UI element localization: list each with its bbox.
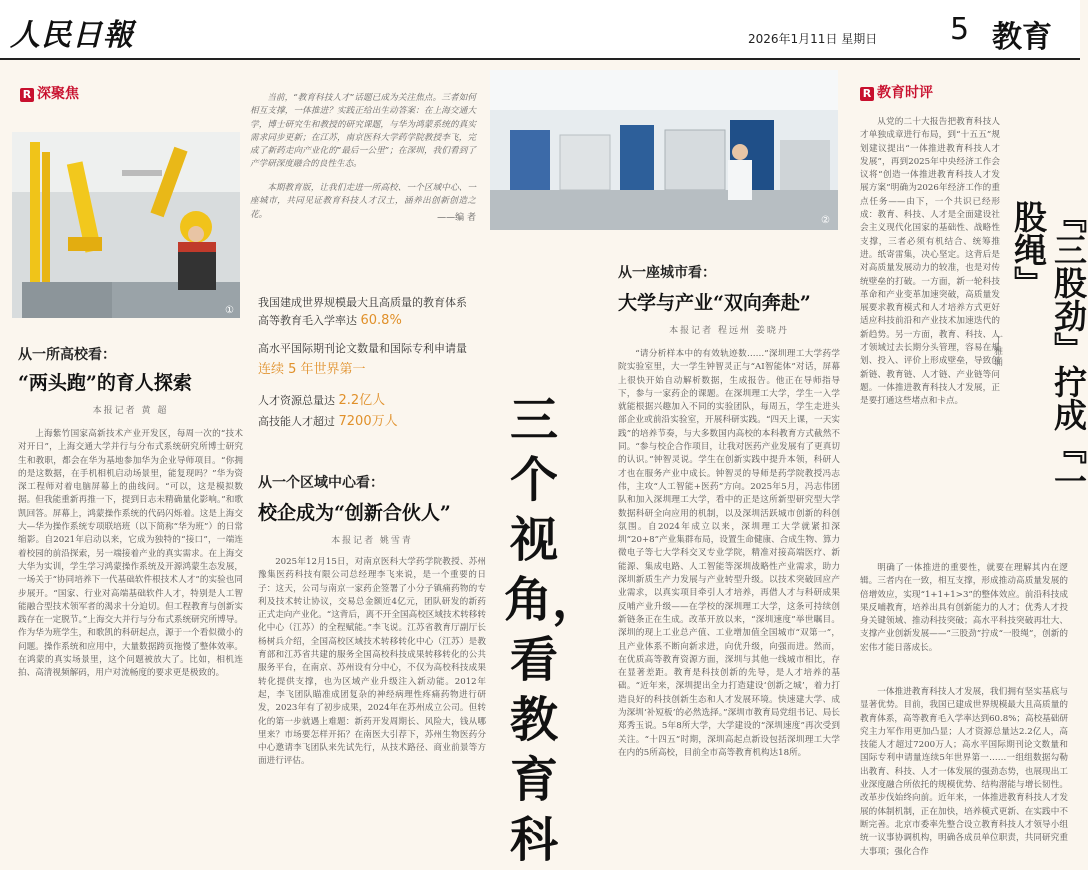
commentary-author: 丁雅诵 (992, 335, 1002, 368)
stats-box (258, 294, 488, 430)
article2-body: 2025年12月15日，对南京医科大学药学院教授、苏州豫集医药科技有限公司总经理李飞来说，是一个重要的日子：这天，公司与南京一家药企签署了小分子镇痛药物的专利及技术转让协议，交易总金额近4亿元，团队研发的新药正式走向产业化。“这背后，离不开全国高校区域技术转移转化中心（江苏）的全程赋能。”李飞说。江苏省教育厅副厅长杨树兵介绍，全国高校区域技术转移转化中心（江苏）是教育部和江苏省共建的服务全国高校科技成果转移转化的公共服务平台，在南京、苏州设有分中心，不仅为高校科技成果转化提供支撑，也为区域产业升级注入新动能。2012年起，李飞团队瞄准成团复杂的神经病理性疼痛药物进行研发，2023年有了初步成果，2024年在苏州成立公司。但转化的第一步就遇上难题：新药开发周期长、风险大，钱从哪里来？市场要怎样开拓？在南医大引荐下，苏州生物医药分中心邀请李飞团队来先试先行，从技术路径、商业前景等方面进行评估。 (258, 557, 486, 767)
stat-line-1: 我国建成世界规模最大且高质量的教育体系 (258, 296, 467, 309)
r-logo-icon: R (860, 87, 874, 101)
commentary-body-3: 一体推进教育科技人才发展，我们拥有坚实基底与显著优势。目前，我国已建成世界规模最大且高质量的教育体系，高等教育毛入学率达到60.8%；高校基础研究主力军作用更加凸显；人才资源总量达2.2亿人，高技能人才超过7200万人；高水平国际期刊论文数量和国际专利申请量连续5年世界第一……一组组数据勾勒出教育、科技、人才一体发展的强劲态势，也展现出工业深度融合所依托的规模优势、结构潜能与增长韧性。改革步伐始终向前。近年来，一体推进教育科技人才发展的体制机制，正在加快，培养模式更新、在实践中不断完善。北京市委率先整合设立教育科技人才领导小组统一议事协调机构，明确各成员单位职责，共同研究重大事项；强化合作 (860, 687, 1068, 857)
article1-byline: 本报记者 黄 超 (92, 406, 169, 416)
issue-date: 2026年1月11日 星期日 (748, 32, 878, 46)
r-logo-icon: R (20, 88, 34, 102)
stat-line-4: 连续 5 年世界第一 (258, 362, 366, 377)
article3-kicker: 从一座城市看： (618, 265, 716, 281)
commentary-body-1: 从党的二十大报告把教育科技人才单独成章进行布局，到“十五五”规划建议提出“一体推进教育科技人才发展”，再到2025年中央经济工作会议将“创造一体推进教育科技人才发展方案”明确为2026年经济工作的重点任务——由下，一个共识已经形成：教育、科技、人才是全面建设社会主义现代化国家的基础性、战略性支撑，三者必须有机结合、统筹推进。纸寄雷集，决心坚定。这背后是对高质量发展动力的较准，也是对传统壁垒的打破。一方面，新一轮科技革命和产业变革加速突破，高质量发展要求教育模式和人才培养方式更好适应科技前沿和产业技术加速迭代的新趋势。另一方面，教育、科技、人才领域过去长期分头管理，容易在规划、投入、评价上形成壁垒，导致创新链、教育链、人才链、产业链等问题。一体推进教育科技人才发展，正是要打通这些堵点和卡点。 (860, 117, 1000, 407)
article-university (18, 344, 243, 798)
article2-byline: 本报记者 姚雪青 (331, 536, 413, 546)
commentary-column (848, 70, 1088, 857)
article-regional-center (258, 472, 486, 802)
article2-kicker: 从一个区域中心看： (258, 475, 384, 491)
article1-headline: “两头跑”的育人探索 (18, 372, 192, 394)
editor-sign: ——编 者 (437, 213, 476, 223)
photo1-caption: ① (225, 305, 234, 316)
page-number: 5 (950, 12, 970, 47)
editor-note-text: 当前，“教育科技人才”话题已成为关注焦点。三者如何相互支撑，一体推进？实践正给出生动答案：在上海交通大学，博士研究生和教授的研究课题，与华为鸿蒙系统的真实需求同步更新；在江苏，南京医科大学药学院教授李飞，完成了新药走向产业化的“最后一公里”；在深圳，我们看到了产学研深度融合的良性生态。 (250, 93, 476, 170)
photo-robot-lab (12, 132, 240, 318)
article2-headline: 校企成为“创新合伙人” (258, 502, 451, 524)
research-lab-illustration (490, 70, 838, 230)
stat-line-5: 人才资源总量达 2.2亿人 (258, 393, 386, 408)
commentary-label: R 教育时评 (860, 82, 1076, 102)
commentary-body-2: 明确了一体推进的重要性，就要在理解其内在逻辑。三者内在一致，相互支撑，形成推动高质量发展的倍增效应，实现“1+1+1>3”的整体效应。前沿科技成果反哺教育，培养出具有创新能力的人才；优秀人才投身关键领域、推动科技突破；高水平科技突破再壮大、支撑产业创新发展——“三股劲”拧成“一股绳”，创新的宏伟才能日落成长。 (860, 563, 1068, 653)
commentary-headline: 『三股劲』拧成『一股绳』 (1009, 200, 1088, 497)
deep-focus-label: R 深聚焦 (20, 83, 79, 103)
center-title: 三个视角，看教育科 (504, 392, 601, 868)
masthead (0, 0, 1080, 60)
stat-line-2: 高等教育毛入学率达 60.8% (258, 313, 402, 328)
photo2-caption: ② (821, 215, 830, 226)
stat-line-6: 高技能人才超过 7200万人 (258, 414, 398, 429)
robot-lab-illustration (12, 132, 240, 318)
photo-research-lab (490, 70, 838, 230)
section-name: 教育 (992, 20, 1052, 55)
newspaper-logo: 人民日報 (10, 18, 134, 53)
article1-body: 上海紫竹国家高新技术产业开发区，每周一次的“技术对开日”，上海交通大学并行与分布式系统研究所博士研究生和教职，都会在华为基地参加华为企业导师项目。“你拥的是这数据，在手机相机启动场景里，能复现吗？”华为资深工程师对着电脑屏幕上的曲线问。“可以，这是模拟数据。但我能重新再推一下，提到日志未精确量化影响。”和歌凯回答。屏幕上，鸿蒙操作系统的代码闪烁着。这是上海交大—华为操作系统专项联培班（以下简称“华为班”）的日常缩影。自2021年启动以来，它成为独特的“接口”，一端连着校园的前沿探索，另一端接着产业的真实需求。在上海交大华为实训，学生学习鸿蒙操作系统及开源鸿蒙生态发展，一场关于“协同培养下一代基础软件根技术人才”的实验也同步展开。“国家、行业对高端基础软件人才，特别是人工智能融合型技术领军者的渴求十分迫切。但工程教育与创新实践存在一定脱节。”上海交大并行与分布式系统研究所博导。作为华为班学生，和歌凯的科研起点，源于一个看似微小的问题。操作系统和应用中，大量数据跨页拖慢了整体效率。在鸿蒙的真实场景里，这个问题被放大了。比如，相机连拍、高清视频解码，用户对流畅度的要求更是极致的。 (18, 429, 243, 679)
editor-note-text-2: 本期教育版，让我们走进一所高校、一个区域中心、一座城市，共同见证教育科技人才汉土，涵养出创新创造之花。 (250, 183, 476, 220)
article-city (618, 262, 840, 814)
article3-body: “请分析样本中的有效轨迹数……”深圳理工大学药学院实验室里，大一学生钟智灵正与“AI智能体”对话，屏幕上很快开始自动解析数据，生成报告。他正在导师指导下，参与一家药企的课题。在深圳理工大学，学生一入学就能根据兴趣加入不同的实验团队，每周五，学生走进头部企业或前沿实验室，开展科研实践。“四天上课，一天实践”的培养节奏，与大多数国内高校的本科教育方式截然不同。“参与校企合作项目，让我对医药产业发展有了更真切的认识。”钟智灵说。学生在创新实践中提升本领，科研人才也在服务产业中成长。钟智灵的导师是药学院教授冯志伟，主攻“人工智能+医药”方向。2025年5月，冯志伟团队和加入深圳理工大学，看中的正是这所新型研究型大学数据科研全向应用的机制，以及深圳活跃城市创新的科创氛围。自2024年成立以来，深圳理工大学就紧扣深圳“20+8”产业集群布局，设置生命健康、合成生物、算力微电子等七大学科交叉专业学院，精准对接高端医疗、新能源、集成电路、人工智能等深圳战略性产业需求，助力深圳新质生产力发展与产业转型升级。以技术突破回应产业需求，以真实项目牵引人才培养，再借人才与科研成果反哺产业升级——在学校的深圳理工大学，这条可持续创新链条正在生成。改革开放以来，“深圳速度”举世瞩目。深圳的现上工业总产值、工业增加值全国城市“双第一”，且产业体系不断向新求进，向优升级，向强而进。然而，在优质高等教育资源方面，深圳与其他一线城市相比，存在显著差距。教育是科技创新的先导，是人才培养的基础。“近年来，深圳提出全力打造建设‘创新之城’，着力打造良好的科技创新生态和人才发展环境。快速建大学、成为深圳‘补短板’的必然选择。”深圳市教育局党组书记、局长郑秀玉说。5年8所大学，大学建设的“深圳速度”再次受到关注。“十四五”时期，深圳高起点新设包括深圳理工大学在内的5所高校，目前全市高等教育机构达18所。 (618, 349, 840, 758)
editor-note (250, 92, 476, 227)
article1-kicker: 从一所高校看： (18, 347, 116, 363)
article3-headline: 大学与产业“双向奔赴” (618, 292, 811, 314)
stat-line-3: 高水平国际期刊论文数量和国际专利申请量 (258, 342, 467, 355)
article3-byline: 本报记者 程远州 姜晓丹 (669, 326, 789, 336)
